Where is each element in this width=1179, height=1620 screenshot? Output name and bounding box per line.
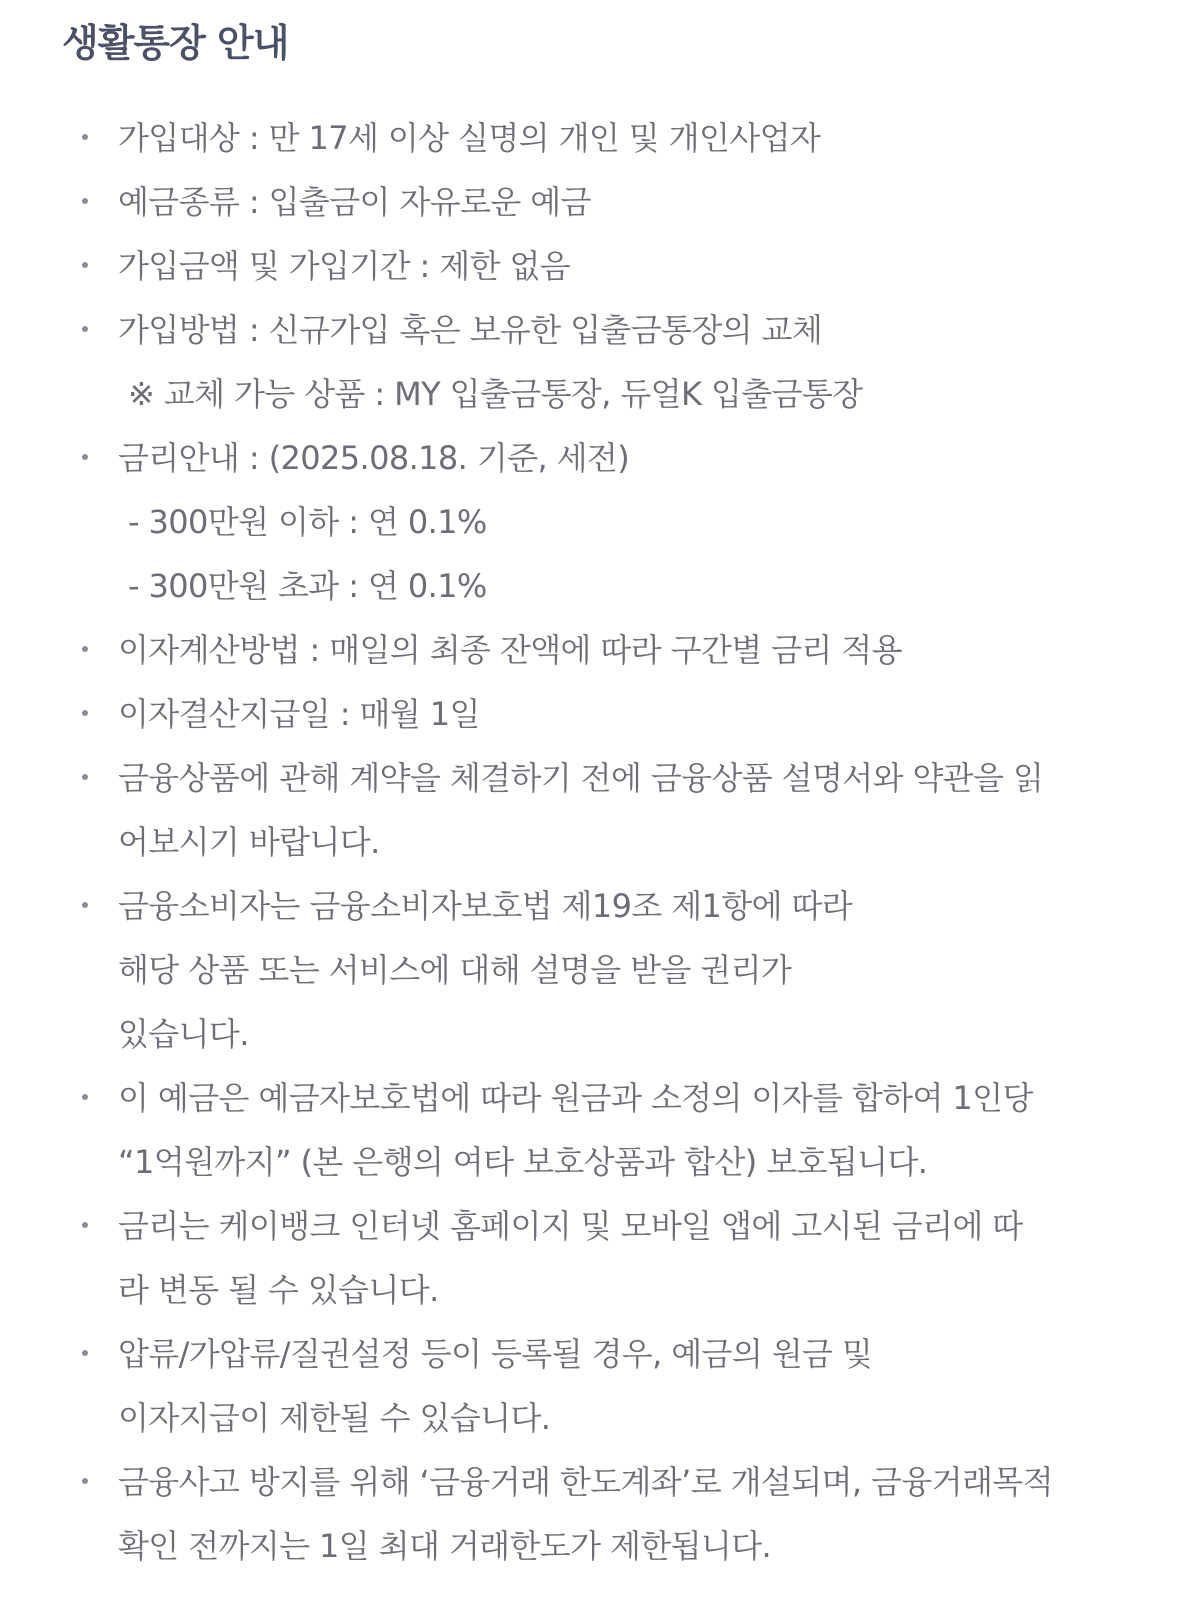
list-item-text: 이 예금은 예금자보호법에 따라 원금과 소정의 이자를 합하여 1인당 — [118, 1079, 1033, 1117]
sub-note-text: - 300만원 초과 : 연 0.1% — [128, 567, 487, 605]
list-item-text: 가입금액 및 가입기간 : 제한 없음 — [118, 247, 571, 285]
bullet-dot-icon — [82, 1094, 88, 1100]
list-item-text: 금융소비자는 금융소비자보호법 제19조 제1항에 따라 — [118, 887, 853, 925]
bullet-dot-icon — [82, 326, 88, 332]
list-item-text: 압류/가압류/질권설정 등이 등록될 경우, 예금의 원금 및 — [118, 1335, 873, 1373]
list-sub-note — [62, 554, 1119, 618]
bullet-dot-icon — [82, 1478, 88, 1484]
list-item-text: 확인 전까지는 1일 최대 거래한도가 제한됩니다. — [118, 1527, 772, 1565]
bullet-dot-icon — [82, 902, 88, 908]
list-item-text: 금융사고 방지를 위해 ‘금융거래 한도계좌’로 개설되며, 금융거래목적 — [118, 1463, 1053, 1501]
page-title: 생활통장 안내 — [62, 21, 289, 65]
list-item-text: 이자계산방법 : 매일의 최종 잔액에 따라 구간별 금리 적용 — [118, 631, 902, 669]
list-item-text: 어보시기 바랍니다. — [118, 823, 380, 861]
list-item — [62, 234, 1119, 298]
list-item-text: 해당 상품 또는 서비스에 대해 설명을 받을 권리가 — [118, 951, 792, 989]
list-item-text: “1억원까지” (본 은행의 여타 보호상품과 합산) 보호됩니다. — [118, 1143, 928, 1181]
list-item — [62, 1066, 1119, 1194]
bullet-dot-icon — [82, 134, 88, 140]
list-item — [62, 106, 1119, 170]
list-item — [62, 298, 1119, 362]
list-sub-note — [62, 490, 1119, 554]
bullet-dot-icon — [82, 774, 88, 780]
list-item — [62, 682, 1119, 746]
list-item-text: 이자결산지급일 : 매월 1일 — [118, 695, 480, 733]
list-item-text: 있습니다. — [118, 1015, 249, 1053]
list-item — [62, 1322, 1119, 1450]
bullet-dot-icon — [82, 198, 88, 204]
bullet-dot-icon — [82, 1222, 88, 1228]
bullet-dot-icon — [82, 262, 88, 268]
list-item-text: 금융상품에 관해 계약을 체결하기 전에 금융상품 설명서와 약관을 읽 — [118, 759, 1044, 797]
list-item-text: 금리안내 : (2025.08.18. 기준, 세전) — [118, 439, 630, 477]
list-item — [62, 1450, 1119, 1578]
bullet-dot-icon — [82, 1350, 88, 1356]
list-item-text: 금리는 케이뱅크 인터넷 홈페이지 및 모바일 앱에 고시된 금리에 따 — [118, 1207, 1023, 1245]
list-item-text: 라 변동 될 수 있습니다. — [118, 1271, 439, 1309]
list-item — [62, 170, 1119, 234]
sub-note-text: ※ 교체 가능 상품 : MY 입출금통장, 듀얼K 입출금통장 — [128, 375, 863, 413]
list-item — [62, 618, 1119, 682]
list-item — [62, 426, 1119, 490]
sub-note-text: - 300만원 이하 : 연 0.1% — [128, 503, 487, 541]
bullet-dot-icon — [82, 710, 88, 716]
list-sub-note — [62, 362, 1119, 426]
bullet-dot-icon — [82, 454, 88, 460]
bullet-dot-icon — [82, 646, 88, 652]
list-item-text: 가입방법 : 신규가입 혹은 보유한 입출금통장의 교체 — [118, 311, 823, 349]
list-item-text: 예금종류 : 입출금이 자유로운 예금 — [118, 183, 591, 221]
list-item — [62, 1194, 1119, 1322]
info-list — [62, 106, 1119, 1578]
list-item — [62, 874, 1119, 1066]
list-item — [62, 746, 1119, 874]
list-item-text: 이자지급이 제한될 수 있습니다. — [118, 1399, 551, 1437]
list-item-text: 가입대상 : 만 17세 이상 실명의 개인 및 개인사업자 — [118, 119, 821, 157]
